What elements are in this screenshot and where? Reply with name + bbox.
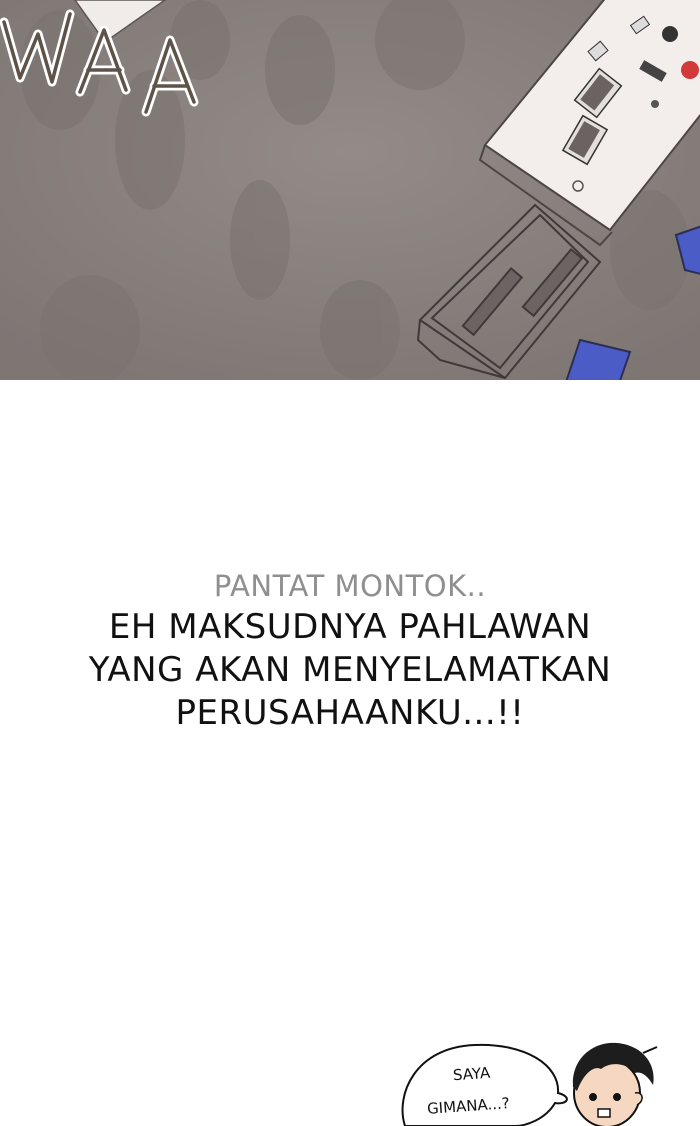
bubble-line-2: GIMANA...?: [426, 1094, 511, 1118]
bubble-line-1: SAYA: [452, 1063, 491, 1085]
narration-line-3: PERUSAHAANKU...!!: [175, 693, 525, 733]
narration-line-2: YANG AKAN MENYELAMATKAN: [88, 650, 612, 690]
chibi-aside: [395, 1035, 700, 1126]
sfx-waa: [0, 0, 210, 130]
narration-box: [0, 566, 700, 735]
chibi-face: [573, 1043, 657, 1126]
narration-line-1: EH MAKSUDNYA PAHLAWAN: [108, 607, 592, 647]
narration-gray-line: PANTAT MONTOK..: [213, 569, 487, 603]
office-overhead-panel: [0, 0, 700, 380]
